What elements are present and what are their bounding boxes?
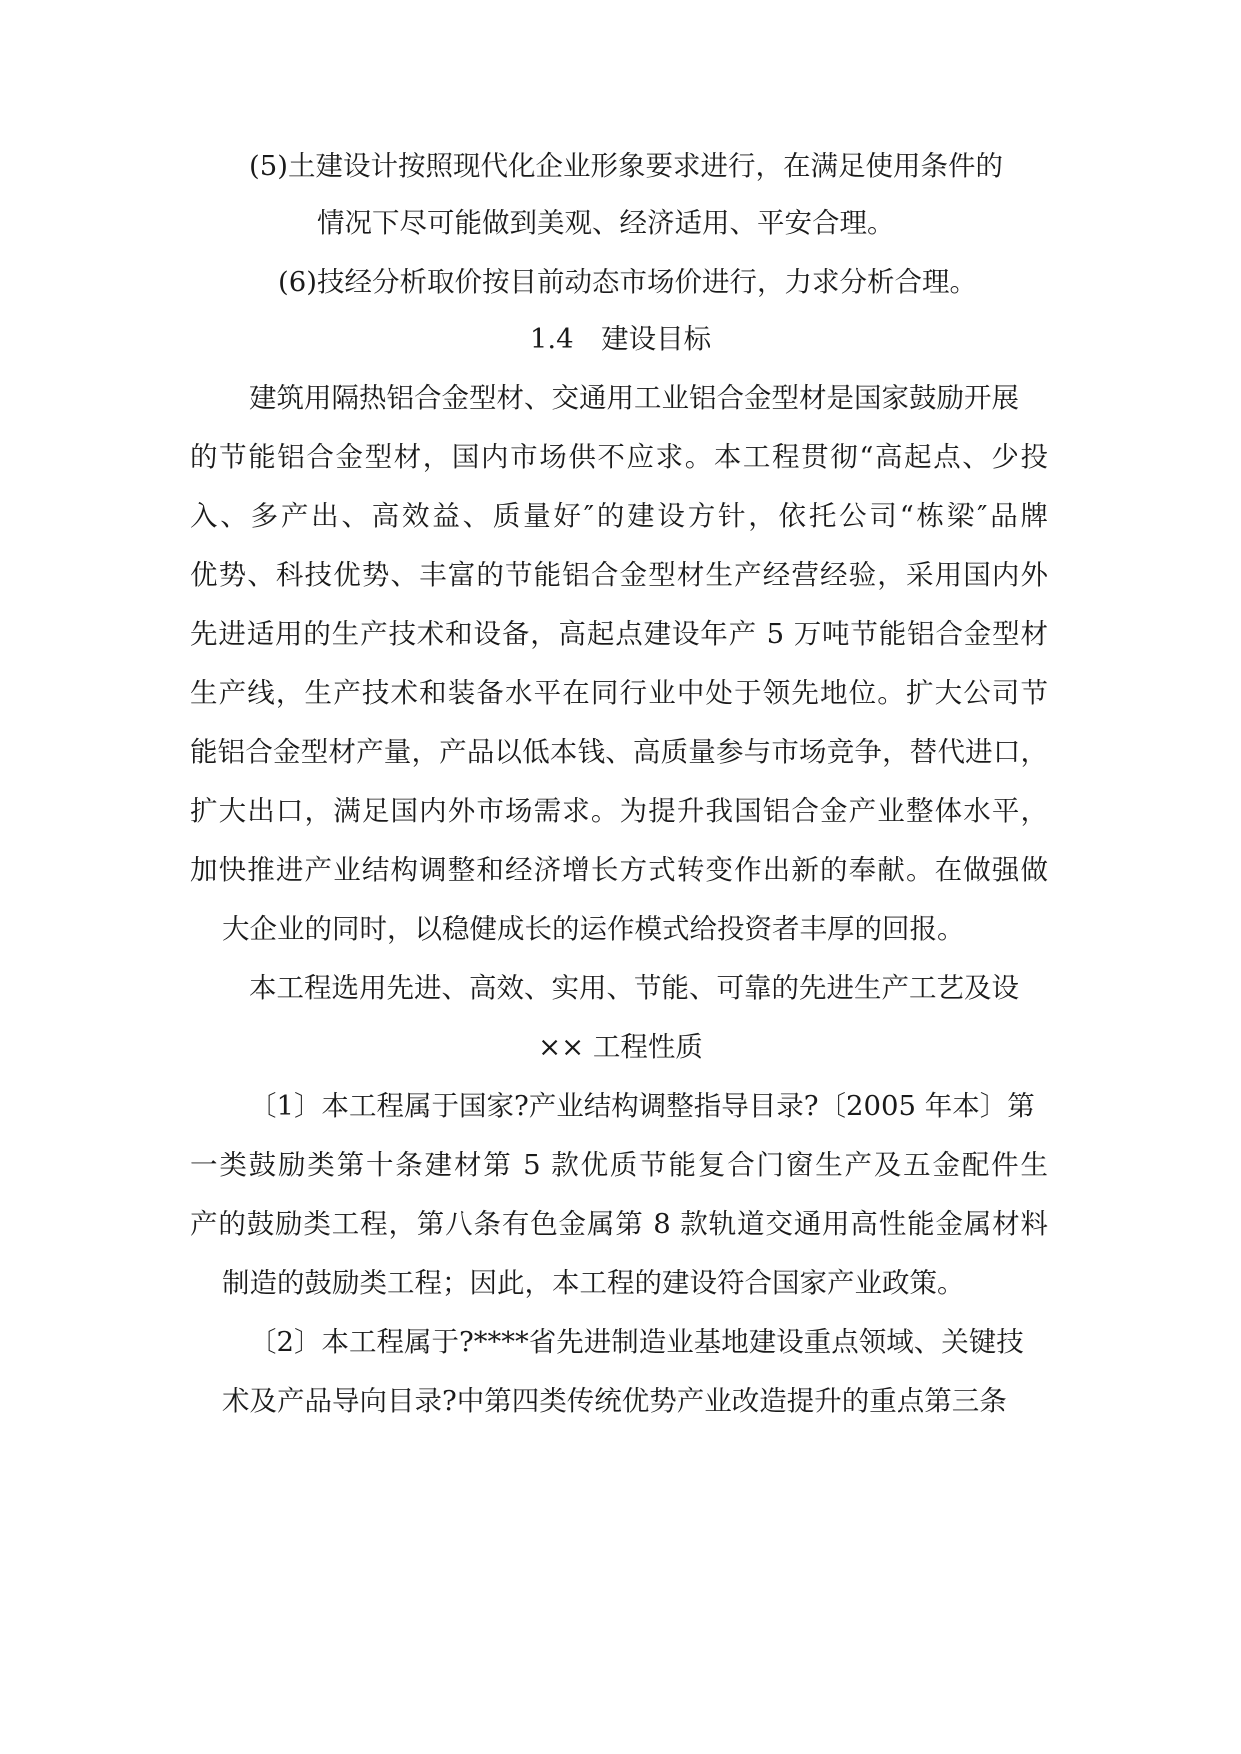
- text-line: 生产线，生产技术和装备水平在同行业中处于领先地位。扩大公司节: [190, 677, 1048, 709]
- text-line: 一类鼓励类第十条建材第 5 款优质节能复合门窗生产及五金配件生: [190, 1149, 1048, 1181]
- text-line: 加快推进产业结构调整和经济增长方式转变作出新的奉献。在做强做: [190, 854, 1048, 886]
- section-heading-text: 1.4 建设目标: [529, 323, 712, 355]
- paragraph-line-6-1: [0, 262, 1241, 302]
- goal-paragraph-line-8: [0, 791, 1241, 831]
- text-line: 的节能铝合金型材，国内市场供不应求。本工程贯彻“高起点、少投: [190, 441, 1048, 473]
- policy-1-line-3: [0, 1204, 1241, 1244]
- text-line: 能铝合金型材产量，产品以低本钱、高质量参与市场竞争，替代进口，: [190, 736, 1048, 768]
- section-heading-1-4: [0, 319, 1241, 359]
- paragraph-line-5-2: [0, 203, 1241, 243]
- text-line: 先进适用的生产技术和设备，高起点建设年产 5 万吨节能铝合金型材: [190, 618, 1048, 650]
- goal-paragraph-line-10: [0, 909, 1241, 949]
- goal-paragraph-line-9: [0, 850, 1241, 890]
- text-line: 入、多产出、高效益、质量好″的建设方针，依托公司“栋梁″品牌: [190, 500, 1048, 532]
- text-line: 情况下尽可能做到美观、经济适用、平安合理。: [317, 207, 895, 239]
- text-line: (6)技经分析取价按目前动态市场价进行，力求分析合理。: [278, 266, 977, 298]
- goal-paragraph-line-6: [0, 673, 1241, 713]
- policy-1-line-1: [0, 1086, 1241, 1126]
- text-line: 〔2〕本工程属于?****省先进制造业基地建设重点领域、关键技: [249, 1326, 1024, 1358]
- section-heading-text: ×× 工程性质: [538, 1031, 703, 1063]
- text-line: 优势、科技优势、丰富的节能铝合金型材生产经营经验，采用国内外: [190, 559, 1048, 591]
- text-line: 〔1〕本工程属于国家?产业结构调整指导目录?〔2005 年本〕第: [249, 1090, 1035, 1122]
- text-line: 大企业的同时，以稳健成长的运作模式给投资者丰厚的回报。: [222, 913, 965, 945]
- goal-paragraph-line-2: [0, 437, 1241, 477]
- policy-2-line-1: [0, 1322, 1241, 1362]
- text-line: 建筑用隔热铝合金型材、交通用工业铝合金型材是国家鼓励开展: [249, 382, 1019, 414]
- goal-paragraph-line-3: [0, 496, 1241, 536]
- paragraph-line-5-1: [0, 146, 1241, 186]
- policy-2-line-2: [0, 1381, 1241, 1421]
- policy-1-line-2: [0, 1145, 1241, 1185]
- goal-paragraph-line-4: [0, 555, 1241, 595]
- policy-1-line-4: [0, 1263, 1241, 1303]
- goal-paragraph-line-5: [0, 614, 1241, 654]
- text-line: 本工程选用先进、高效、实用、节能、可靠的先进生产工艺及设: [249, 972, 1019, 1004]
- goal-paragraph-line-1: [0, 378, 1241, 418]
- section-heading-project-nature: [0, 1027, 1241, 1067]
- text-line: 制造的鼓励类工程；因此，本工程的建设符合国家产业政策。: [222, 1267, 965, 1299]
- text-line: 扩大出口，满足国内外市场需求。为提升我国铝合金产业整体水平，: [190, 795, 1048, 827]
- text-line: 术及产品导向目录?中第四类传统优势产业改造提升的重点第三条: [222, 1385, 1007, 1417]
- text-line: (5)土建设计按照现代化企业形象要求进行，在满足使用条件的: [249, 150, 1003, 182]
- goal-paragraph-line-7: [0, 732, 1241, 772]
- text-line: 产的鼓励类工程，第八条有色金属第 8 款轨道交通用高性能金属材料: [190, 1208, 1048, 1240]
- process-paragraph-line-1: [0, 968, 1241, 1008]
